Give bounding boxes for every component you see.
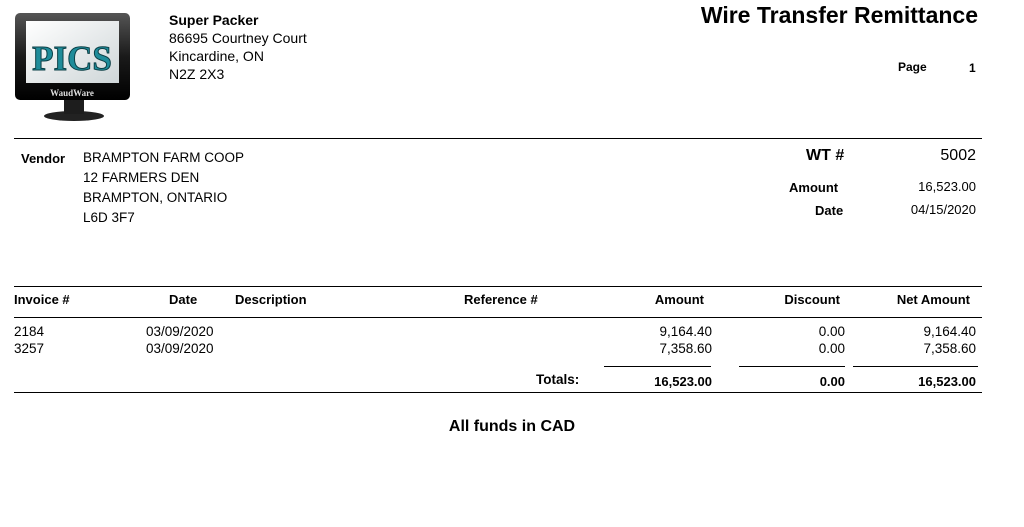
logo-sub-text: WaudWare — [50, 88, 94, 98]
row-amount: 7,358.60 — [659, 341, 712, 356]
header-discount: Discount — [784, 292, 840, 307]
vendor-postal-code: L6D 3F7 — [83, 210, 135, 225]
logo-main-text: PICS — [32, 39, 112, 78]
page-number: 1 — [969, 61, 976, 75]
header-amount: Amount — [654, 292, 704, 307]
net-amount-total-rule — [853, 366, 978, 367]
vendor-address-line2: BRAMPTON, ONTARIO — [83, 190, 228, 205]
company-info — [169, 11, 307, 83]
row-date: 03/09/2020 — [146, 341, 214, 356]
row-invoice: 3257 — [14, 341, 45, 356]
row-date: 03/09/2020 — [146, 324, 214, 339]
currency-note: All funds in CAD — [448, 418, 576, 435]
wt-number-value: 5002 — [940, 147, 976, 164]
total-discount: 0.00 — [819, 374, 845, 389]
company-address-line1: 86695 Courtney Court — [169, 30, 307, 46]
company-name: Super Packer — [169, 12, 259, 28]
table-bottom-divider — [14, 392, 982, 393]
row-discount: 0.00 — [818, 341, 845, 356]
wt-number-label: WT # — [806, 147, 845, 164]
amount-value: 16,523.00 — [918, 179, 976, 194]
row-net-amount: 7,358.60 — [923, 341, 976, 356]
page-label: Page — [898, 60, 927, 74]
date-label: Date — [815, 203, 844, 218]
totals-label: Totals: — [536, 372, 580, 387]
total-net-amount: 16,523.00 — [918, 374, 976, 389]
header-net-amount: Net Amount — [896, 292, 970, 307]
row-discount: 0.00 — [818, 324, 845, 339]
amount-label: Amount — [789, 180, 839, 195]
header-divider — [14, 138, 982, 139]
header-date: Date — [169, 292, 198, 307]
table-header-divider — [14, 317, 982, 318]
vendor-address — [83, 148, 244, 228]
vendor-name: BRAMPTON FARM COOP — [83, 150, 245, 165]
row-amount: 9,164.40 — [659, 324, 712, 339]
header-reference: Reference # — [464, 292, 538, 307]
vendor-label: Vendor — [21, 151, 66, 166]
company-address-line2: Kincardine, ON — [169, 48, 264, 64]
company-logo — [14, 12, 132, 124]
amount-total-rule — [604, 366, 711, 367]
header-description: Description — [235, 292, 307, 307]
header-invoice: Invoice # — [14, 292, 70, 307]
date-value: 04/15/2020 — [910, 202, 976, 217]
document-title: Wire Transfer Remittance — [700, 2, 978, 28]
total-amount: 16,523.00 — [654, 374, 712, 389]
row-net-amount: 9,164.40 — [923, 324, 976, 339]
vendor-address-line1: 12 FARMERS DEN — [83, 170, 200, 185]
company-postal-code: N2Z 2X3 — [169, 66, 225, 82]
pics-logo-graphic — [14, 12, 132, 124]
row-invoice: 2184 — [14, 324, 45, 339]
table-top-divider — [14, 286, 982, 287]
discount-total-rule — [739, 366, 845, 367]
